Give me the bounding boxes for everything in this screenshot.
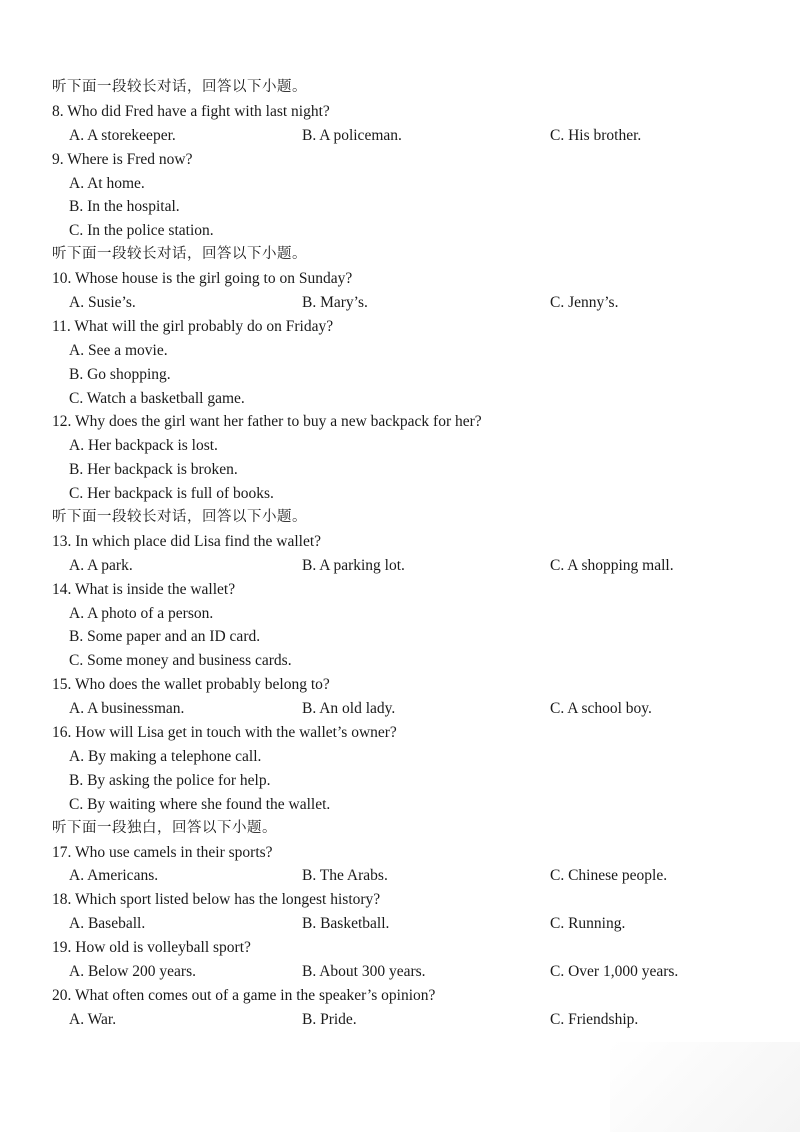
answer-option: A. A park. [69, 556, 133, 574]
answer-option: A. War. [69, 1010, 117, 1028]
answer-option: B. An old lady. [302, 700, 396, 718]
options-row [52, 697, 752, 721]
question-text: 19. How old is volleyball sport? [52, 939, 251, 957]
answer-option: B. Mary’s. [302, 294, 368, 312]
options-row [52, 124, 752, 148]
question-text: 10. Whose house is the girl going to on Sunday? [52, 270, 353, 288]
page-corner-shade [610, 1042, 800, 1132]
answer-option: A. A photo of a person. [69, 604, 214, 622]
answer-option: C. Friendship. [550, 1010, 639, 1028]
options-row [52, 864, 752, 888]
answer-option: C. Watch a basketball game. [69, 389, 245, 407]
answer-option: B. Go shopping. [69, 365, 171, 383]
answer-option: B. By asking the police for help. [69, 771, 271, 789]
answer-option: C. By waiting where she found the wallet. [69, 795, 331, 813]
answer-option: C. Over 1,000 years. [550, 962, 679, 980]
question-text: 12. Why does the girl want her father to buy a new backpack for her? [52, 413, 482, 431]
answer-option: A. At home. [69, 174, 145, 192]
answer-option: A. Americans. [69, 867, 159, 885]
section-instruction: 听下面一段较长对话，回答以下小题。 [52, 509, 307, 526]
section-instruction: 听下面一段较长对话，回答以下小题。 [52, 79, 307, 95]
answer-option: A. Below 200 years. [69, 962, 196, 980]
options-row [52, 291, 752, 315]
answer-option: B. Her backpack is broken. [69, 461, 238, 479]
question-text: 17. Who use camels in their sports? [52, 843, 273, 861]
answer-option: B. A policeman. [302, 126, 402, 144]
question-text: 11. What will the girl probably do on Friday? [52, 317, 334, 335]
answer-option: B. A parking lot. [302, 556, 405, 574]
question-text: 15. Who does the wallet probably belong to? [52, 676, 330, 694]
answer-option: C. Running. [550, 915, 626, 933]
answer-option: C. A school boy. [550, 700, 652, 718]
question-text: 14. What is inside the wallet? [52, 580, 236, 598]
answer-option: B. Pride. [302, 1010, 357, 1028]
answer-option: B. Basketball. [302, 915, 390, 933]
options-row [52, 1008, 752, 1032]
question-text: 16. How will Lisa get in touch with the wallet’s owner? [52, 724, 397, 742]
answer-option: B. Some paper and an ID card. [69, 628, 261, 646]
section-instruction: 听下面一段独白，回答以下小题。 [52, 819, 277, 836]
answer-option: C. Some money and business cards. [69, 652, 292, 670]
answer-option: A. A storekeeper. [69, 126, 176, 144]
question-text: 20. What often comes out of a game in the speaker’s opinion? [52, 986, 436, 1004]
question-text: 13. In which place did Lisa find the wallet? [52, 532, 322, 550]
question-text: 9. Where is Fred now? [52, 150, 193, 168]
answer-option: A. A businessman. [69, 700, 185, 718]
answer-option: A. Susie’s. [69, 294, 136, 312]
options-row [52, 912, 752, 936]
section-instruction: 听下面一段较长对话，回答以下小题。 [52, 246, 307, 263]
options-row [52, 554, 752, 578]
options-row [52, 960, 752, 984]
answer-option: C. A shopping mall. [550, 556, 674, 574]
answer-option: A. Her backpack is lost. [69, 437, 218, 455]
answer-option: C. In the police station. [69, 222, 214, 240]
answer-option: C. Jenny’s. [550, 294, 619, 312]
answer-option: A. By making a telephone call. [69, 747, 262, 765]
answer-option: B. The Arabs. [302, 867, 388, 885]
answer-option: B. About 300 years. [302, 962, 426, 980]
answer-option: C. Chinese people. [550, 867, 668, 885]
answer-option: A. See a movie. [69, 341, 168, 359]
question-text: 8. Who did Fred have a fight with last night? [52, 102, 330, 120]
question-text: 18. Which sport listed below has the longest history? [52, 891, 381, 909]
answer-option: C. His brother. [550, 126, 642, 144]
answer-option: C. Her backpack is full of books. [69, 485, 274, 503]
answer-option: B. In the hospital. [69, 198, 180, 216]
answer-option: A. Baseball. [69, 915, 146, 933]
listening-section [52, 76, 752, 1032]
